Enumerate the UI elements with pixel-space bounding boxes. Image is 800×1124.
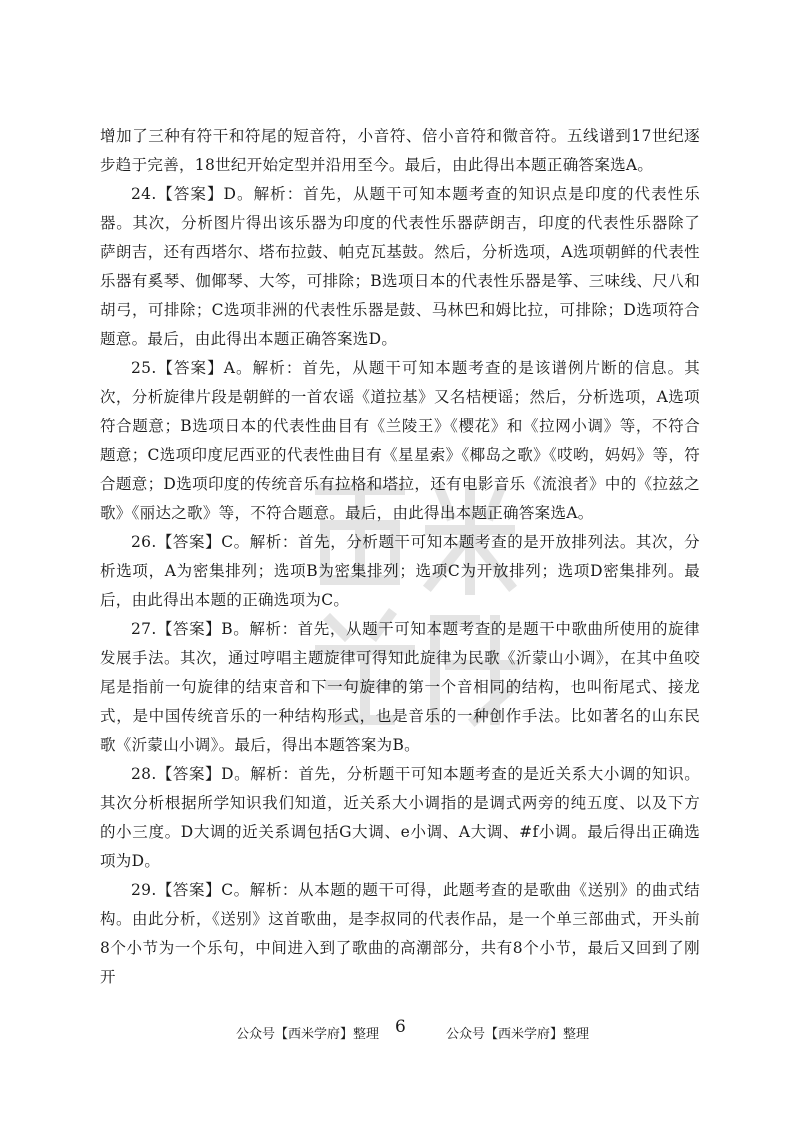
footer-left-label: 公众号【西米学府】整理 — [236, 1027, 380, 1042]
paragraph-answer-29: 29.【答案】C。解析：从本题的题干可得，此题考查的是歌曲《送别》的曲式结构。由此分析，《送别》这首歌曲，是李叔同的代表作品，是一个单三部曲式，开头前8个小节为一个乐句，中间进入到了歌曲的高潮部分，共有8个小节，最后又回到了刚开 — [100, 881, 700, 986]
document-body — [100, 122, 700, 992]
paragraph-answer-26: 26.【答案】C。解析：首先，分析题干可知本题考查的是开放排列法。其次，分析选项，A为密集排列；选项B为密集排列；选项C为开放排列；选项D密集排列。最后，由此得出本题的正确选项为C。 — [100, 533, 700, 609]
paragraph-answer-28: 28.【答案】D。解析：首先，分析题干可知本题考查的是近关系大小调的知识。其次分析根据所学知识我们知道，近关系大小调指的是调式两旁的纯五度、以及下方的小三度。D大调的近关系调包括G大调、e小调、A大调、#f小调。最后得出正确选项为D。 — [100, 765, 700, 870]
footer-right-label: 公众号【西米学府】整理 — [446, 1027, 590, 1042]
paragraph-answer-24: 24.【答案】D。解析：首先，从题干可知本题考查的知识点是印度的代表性乐器。其次，分析图片得出该乐器为印度的代表性乐器萨朗吉，印度的代表性乐器除了萨朗吉，还有西塔尔、塔布拉鼓、帕克瓦基鼓。然后，分析选项，A选项朝鲜的代表性乐器有奚琴、伽倻琴、大笒，可排除；B选项日本的代表性乐器是筝、三味线、尺八和胡弓，可排除；C选项非洲的代表性乐器是鼓、马林巴和姆比拉，可排除；D选项符合题意。最后，由此得出本题正确答案选D。 — [100, 185, 700, 348]
paragraph-answer-27: 27.【答案】B。解析：首先，从题干可知本题考查的是题干中歌曲所使用的旋律发展手法。其次，通过哼唱主题旋律可得知此旋律为民歌《沂蒙山小调》，在其中鱼咬尾是指前一句旋律的结束音和下一句旋律的第一个音相同的结构，也叫衔尾式、接龙式，是中国传统音乐的一种结构形式，也是音乐的一种创作手法。比如著名的山东民歌《沂蒙山小调》。最后，得出本题答案为B。 — [100, 620, 700, 754]
page-footer — [0, 1017, 800, 1045]
paragraph-continued: 增加了三种有符干和符尾的短音符，小音符、倍小音符和微音符。五线谱到17世纪逐步趋于完善，18世纪开始定型并沿用至今。最后，由此得出本题正确答案选A。 — [100, 127, 700, 174]
paragraph-answer-25: 25.【答案】A。解析：首先，从题干可知本题考查的是该谱例片断的信息。其次，分析旋律片段是朝鲜的一首农谣《道拉基》又名桔梗谣；然后，分析选项，A选项符合题意；B选项日本的代表性曲目有《兰陵王》《樱花》和《拉网小调》等，不符合题意；C选项印度尼西亚的代表性曲目有《星星索》《椰岛之歌》《哎哟，妈妈》等，符合题意；D选项印度的传统音乐有拉格和塔拉，还有电影音乐《流浪者》中的《拉兹之歌》《丽达之歌》等，不符合题意。最后，由此得出本题正确答案选A。 — [100, 359, 700, 522]
page-number: 6 — [395, 1017, 406, 1037]
